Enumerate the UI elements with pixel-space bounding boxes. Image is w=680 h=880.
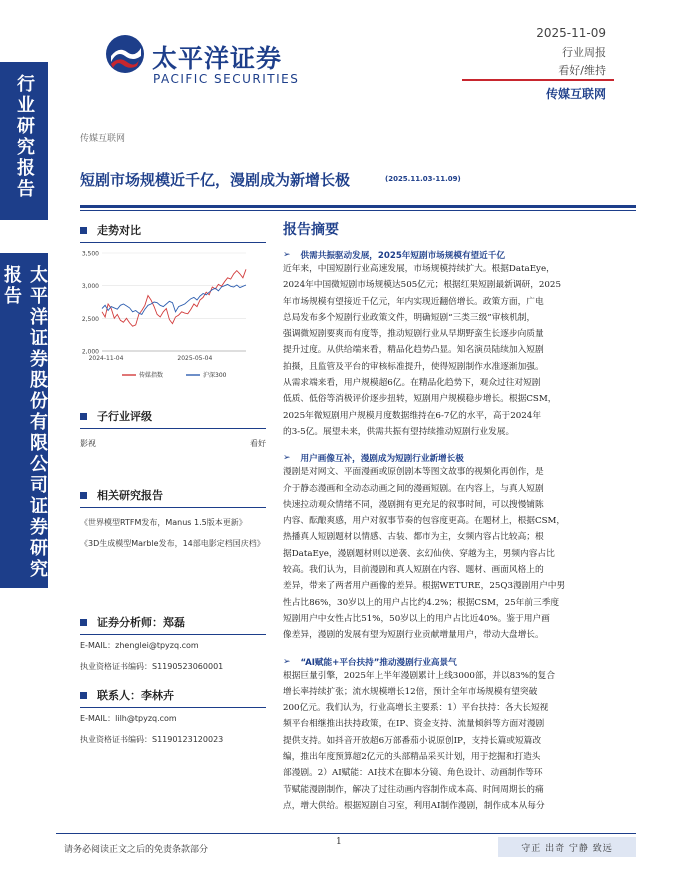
report-rating: 看好/维持 (558, 64, 606, 77)
summary-line: 短剧用户中女性占比51%，50岁以上的用户占比近40%。鉴于用户画 (283, 613, 550, 624)
related-heading-text: 相关研究报告 (97, 489, 163, 502)
summary-paragraph-1 (283, 261, 636, 440)
related-heading (80, 487, 266, 503)
chart-series-line (102, 269, 246, 326)
summary-line: 提升过度。从供给端来看，精品化趋势凸显。知名演员陆续加入短剧 (283, 345, 544, 356)
summary-line: 低质、低俗等消极评价逐步扭转，短剧用户规模稳步增长。根据CSM， (283, 394, 557, 405)
summary-line: 较高。我们认为，目前漫剧和真人短剧在内容、题材、画面风格上的 (283, 565, 544, 576)
summary-subheading-1-text: 供需共振驱动发展，2025年短剧市场规模有望近千亿 (300, 251, 505, 261)
summary-subheading-2 (283, 452, 636, 464)
page-number: 1 (336, 837, 342, 847)
summary-line: 近年来，中国短剧行业高速发展，市场规模持续扩大。根据DataEye， (283, 264, 555, 274)
report-date: 2025-11-09 (536, 26, 606, 40)
bullet-square-icon (80, 492, 87, 499)
analyst1-license: 执业资格证书编码：S1190523060001 (80, 662, 224, 671)
summary-line: 介于静态漫画和全动态动画之间的漫画短剧。在内容上，与真人短剧 (283, 483, 544, 494)
chart-series-line (102, 284, 246, 314)
title-date-range: (2025.11.03-11.09) (385, 175, 461, 183)
analyst2-rule (80, 707, 266, 708)
analyst2-license: 执业资格证书编码：S1190123120023 (80, 735, 224, 744)
summary-line: 据DataEye，漫剧题材则以逆袭、玄幻仙侠、穿越为主，男频内容占比 (283, 548, 555, 559)
section-label: 传媒互联网 (80, 134, 126, 144)
summary-line: 差异，带来了两者用户画像的差异。根据WETURE，25Q3漫剧用户中男 (283, 581, 566, 592)
side-band-top (0, 62, 48, 220)
summary-paragraph-2 (283, 464, 636, 643)
chart-y-tick-label: 3,500 (81, 250, 99, 258)
report-type: 行业周报 (562, 46, 606, 59)
header-divider (462, 79, 614, 81)
bullet-square-icon (80, 413, 87, 420)
chart-x-tick-label: 2024-11-04 (88, 355, 124, 362)
brand-name-en: PACIFIC SECURITIES (153, 72, 300, 86)
trend-chart (80, 247, 266, 385)
summary-heading: 报告摘要 (283, 222, 339, 238)
analyst2-name: 联系人：李林卉 (97, 689, 174, 702)
summary-line: 点，增大供给。根据短剧自习室，利用AI制作漫剧，制作成本从每分 (283, 800, 545, 811)
title-rule-thick (80, 205, 636, 208)
sub-rating-industry: 影视 (80, 439, 96, 448)
summary-line: 编，推出年度预算超2亿元的头部精品采买计划，用于挖掘和打造头 (283, 752, 541, 763)
footer-motto: 守正 出奇 宁静 致远 (498, 837, 636, 857)
summary-line: 漫剧是对网文、平面漫画或原创剧本等图文故事的视频化再创作，是 (283, 467, 544, 478)
sub-rating-section (80, 408, 266, 452)
trend-heading-rule (80, 242, 266, 243)
analyst2-email[interactable]: E-MAIL：lilh@tpyzq.com (80, 714, 177, 723)
bullet-square-icon (80, 692, 87, 699)
arrow-right-icon: ➢ (283, 453, 291, 464)
side-band-bottom (0, 253, 48, 588)
analyst1-rule (80, 634, 266, 635)
related-item[interactable]: 《世界模型RTFM发布，Manus 1.5版本更新》 (80, 518, 247, 527)
summary-subheading-3-text: “AI赋能+平台扶持”推动漫剧行业高景气 (300, 657, 457, 668)
chart-x-tick-label: 2025-05-04 (177, 355, 213, 362)
bullet-square-icon (80, 227, 87, 234)
analyst1-name: 证券分析师：郑磊 (97, 616, 185, 629)
related-item[interactable]: 《3D生成模型Marble发布，14部电影定档国庆档》 (80, 539, 265, 548)
footer-rule (56, 833, 636, 834)
side-band-bottom-text: 太平洋证券股份有限公司证券研究报告 (1, 265, 48, 580)
summary-line: 部漫剧。2）AI赋能：AI技术在脚本分镜、角色设计、动画制作等环 (283, 768, 543, 779)
summary-line: 提供支持。如抖音开放超6万部番茄小说原创IP，支持长篇或短篇改 (283, 735, 542, 746)
summary-line: 节赋能漫剧制作，解决了过往动画内容制作成本高、时间周期长的痛 (283, 784, 544, 795)
title-rule-thin (80, 210, 636, 211)
analyst-section (80, 614, 266, 748)
related-rule (80, 507, 266, 508)
sub-rating-rule (80, 428, 266, 429)
summary-line: 总局发布多个短剧行业政策文件，明确短剧“三类三级”审核机制， (283, 312, 536, 323)
analyst2-heading (80, 687, 266, 703)
summary-line: 像差异，漫剧的发展有望为短剧行业贡献增量用户，带动大盘增长。 (283, 630, 544, 641)
sub-rating-value: 看好 (250, 439, 266, 448)
brand-logo-icon (105, 34, 145, 74)
sub-rating-heading-text: 子行业评级 (97, 410, 152, 423)
trend-heading (80, 222, 266, 238)
analyst1-heading (80, 614, 266, 630)
footer-disclaimer: 请务必阅读正文之后的免责条款部分 (64, 845, 209, 855)
arrow-right-icon: ➢ (283, 656, 291, 667)
arrow-right-icon: ➢ (283, 250, 291, 260)
summary-subheading-3 (283, 656, 636, 668)
summary-line: 增长率持续扩张；流水规模增长12倍，预计全年市场规模有望突破 (283, 686, 538, 697)
brand-name-cn: 太平洋证券 (152, 44, 283, 73)
sub-rating-heading (80, 408, 266, 424)
page-title: 短剧市场规模近千亿，漫剧成为新增长极 (80, 171, 351, 189)
summary-line: 热播真人短剧题材以情感、古装、都市为主，女频内容占比较高；根 (283, 532, 544, 543)
header-industry: 传媒互联网 (545, 87, 606, 101)
summary-line: 根据巨量引擎，2025年上半年漫剧累计上线3000部，并以83%的复合 (283, 670, 556, 681)
summary-line: 年市场规模有望接近千亿元，年内实现近翻倍增长。政策方面，广电 (283, 296, 544, 307)
summary-line: 2025年微短剧用户规模月度数据维持在6-7亿的水平，高于2024年 (283, 410, 542, 421)
summary-subheading-2-text: 用户画像互补，漫剧成为短剧行业新增长极 (300, 454, 464, 465)
sub-rating-row (80, 435, 266, 452)
analyst1-email[interactable]: E-MAIL：zhenglei@tpyzq.com (80, 641, 199, 650)
summary-line: 性占比86%，30岁以上的用户占比约4.2%；根据CSM，25年前三季度 (283, 597, 560, 608)
summary-paragraph-3 (283, 668, 636, 815)
summary-line: 快速拉动观众情绪不同，漫剧拥有更充足的叙事时间，可以搜慢铺陈 (283, 499, 544, 510)
trend-heading-text: 走势对比 (97, 224, 141, 237)
chart-legend-label: 传媒指数 (139, 372, 164, 379)
chart-y-tick-label: 3,000 (81, 283, 99, 291)
chart-y-tick-label: 2,500 (81, 315, 99, 323)
chart-legend-label: 沪深300 (203, 372, 227, 379)
related-section (80, 487, 266, 552)
summary-section (283, 219, 636, 814)
summary-line: 200亿元。我们认为，行业高增长主要系：1）平台扶持：各大长短视 (283, 703, 549, 714)
summary-line: 2024年中国微短剧市场规模达505亿元；根据红果短剧最新调研，2025 (283, 280, 561, 291)
summary-line: 拍摄，且监管及平台的审核标准提升，使得短剧制作水准逐渐加强。 (283, 361, 544, 372)
summary-subheading-1 (283, 249, 636, 261)
summary-line: 内容、酝酿爽感，用户对叙事节奏的包容度更高。在题材上，根据CSM， (283, 516, 566, 527)
chart-y-tick-label: 2,000 (81, 348, 99, 356)
summary-line: 从需求端来看，用户规模超6亿。在精品化趋势下，观众过往对短剧 (283, 378, 541, 389)
side-band-top-text: 行业研究报告 (14, 74, 35, 200)
trend-section (80, 222, 266, 389)
summary-line: 的3-5亿。展望未来，供需共振有望持续推动短剧行业发展。 (283, 426, 515, 437)
bullet-square-icon (80, 619, 87, 626)
summary-line: 频平台相继推出扶持政策，在IP、资金支持、流量倾斜等方面对漫剧 (283, 719, 545, 730)
summary-line: 强调微短剧要爽而有度等，推动短剧行业从早期野蛮生长逐步向质量 (283, 329, 544, 340)
